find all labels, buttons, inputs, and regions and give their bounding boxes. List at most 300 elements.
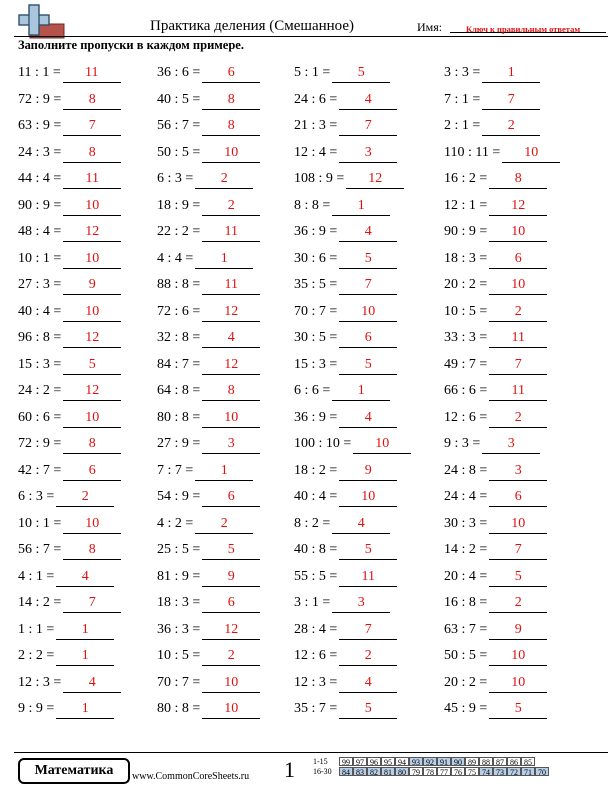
- problem-question: 42 : 7 =: [18, 462, 62, 478]
- answer-blank[interactable]: [202, 593, 260, 613]
- answer-blank[interactable]: [489, 487, 547, 507]
- answer-value: 1: [357, 197, 365, 213]
- problem-item: [444, 222, 547, 242]
- problem-item: [444, 567, 547, 587]
- problem-question: 108 : 9 =: [294, 171, 345, 186]
- answer-blank[interactable]: [63, 434, 121, 454]
- answer-value: 5: [364, 356, 372, 372]
- score-cell: 90: [451, 757, 465, 766]
- problem-item: [294, 593, 390, 613]
- answer-value: 2: [81, 489, 89, 504]
- answer-blank[interactable]: [339, 620, 397, 640]
- answer-blank[interactable]: [195, 249, 253, 269]
- answer-blank[interactable]: [339, 461, 397, 481]
- answer-blank[interactable]: [339, 302, 397, 322]
- answer-value: 7: [88, 595, 96, 610]
- answer-value: 2: [227, 197, 235, 213]
- problem-item: [444, 646, 547, 666]
- answer-value: 4: [364, 409, 372, 425]
- answer-blank[interactable]: [202, 673, 260, 693]
- problem-question: 7 : 7 =: [157, 462, 194, 478]
- answer-blank[interactable]: [63, 143, 121, 163]
- answer-blank[interactable]: [353, 434, 411, 454]
- answer-blank[interactable]: [202, 434, 260, 454]
- problem-question: 3 : 3 =: [444, 65, 481, 80]
- instructions: Заполните пропуски в каждом примере.: [18, 38, 244, 52]
- answer-blank[interactable]: [339, 408, 397, 428]
- problem-question: 24 : 3 =: [18, 144, 62, 160]
- answer-value: 5: [514, 568, 522, 584]
- problem-question: 2 : 1 =: [444, 118, 481, 133]
- problem-question: 7 : 1 =: [444, 91, 481, 107]
- problem-question: 64 : 8 =: [157, 383, 201, 398]
- answer-blank[interactable]: [202, 143, 260, 163]
- problem-question: 30 : 3 =: [444, 515, 488, 531]
- problem-question: 84 : 7 =: [157, 356, 201, 372]
- answer-blank[interactable]: [63, 63, 121, 83]
- answer-value: 12: [511, 197, 526, 213]
- answer-value: 9: [514, 621, 522, 637]
- answer-blank[interactable]: [202, 328, 260, 348]
- answer-value: 5: [357, 65, 365, 80]
- problem-item: [157, 699, 260, 719]
- problem-item: [18, 673, 121, 693]
- answer-blank[interactable]: [63, 249, 121, 269]
- answer-blank[interactable]: [489, 196, 547, 216]
- answer-blank[interactable]: [339, 90, 397, 110]
- problem-question: 72 : 9 =: [18, 91, 62, 107]
- answer-blank[interactable]: [332, 196, 390, 216]
- answer-blank[interactable]: [195, 169, 253, 189]
- answer-value: 11: [224, 277, 239, 292]
- answer-blank[interactable]: [202, 355, 260, 375]
- answer-value: 10: [511, 515, 526, 531]
- problem-item: [444, 116, 540, 136]
- problem-question: 100 : 10 =: [294, 436, 352, 451]
- answer-value: 1: [81, 621, 89, 637]
- answer-value: 2: [220, 171, 228, 186]
- problem-question: 56 : 7 =: [157, 118, 201, 133]
- answer-blank[interactable]: [202, 381, 260, 401]
- problem-question: 12 : 3 =: [18, 674, 62, 690]
- problem-question: 12 : 1 =: [444, 197, 488, 213]
- answer-blank[interactable]: [63, 275, 121, 295]
- answer-blank[interactable]: [489, 540, 547, 560]
- problem-question: 10 : 1 =: [18, 515, 62, 531]
- answer-blank[interactable]: [489, 514, 547, 534]
- problem-item: [157, 63, 260, 83]
- problem-item: [294, 699, 397, 719]
- problem-question: 110 : 11 =: [444, 144, 501, 160]
- problem-item: [444, 540, 547, 560]
- answer-blank[interactable]: [202, 90, 260, 110]
- problem-question: 6 : 3 =: [157, 171, 194, 186]
- answer-value: 2: [364, 648, 372, 663]
- problem-item: [444, 196, 547, 216]
- problem-item: [444, 275, 547, 295]
- problem-question: 30 : 5 =: [294, 330, 338, 345]
- answer-blank[interactable]: [56, 567, 114, 587]
- problem-question: 15 : 3 =: [18, 356, 62, 372]
- problem-item: [444, 593, 547, 613]
- answer-value: 11: [511, 383, 526, 398]
- answer-blank[interactable]: [489, 620, 547, 640]
- problem-item: [294, 567, 397, 587]
- answer-value: 8: [88, 91, 96, 107]
- answer-blank[interactable]: [339, 699, 397, 719]
- problem-item: [294, 646, 397, 666]
- answer-blank[interactable]: [339, 646, 397, 666]
- answer-blank[interactable]: [489, 699, 547, 719]
- answer-value: 9: [364, 462, 372, 478]
- answer-value: 4: [357, 515, 365, 531]
- problem-item: [294, 196, 390, 216]
- problem-question: 18 : 3 =: [157, 595, 201, 610]
- answer-blank[interactable]: [339, 328, 397, 348]
- answer-blank[interactable]: [339, 540, 397, 560]
- problem-item: [294, 514, 390, 534]
- problem-question: 90 : 9 =: [444, 224, 488, 239]
- answer-value: 10: [375, 436, 390, 451]
- answer-value: 4: [364, 224, 372, 239]
- answer-blank[interactable]: [482, 116, 540, 136]
- answer-value: 4: [364, 91, 372, 107]
- answer-value: 2: [514, 303, 522, 319]
- answer-blank[interactable]: [482, 63, 540, 83]
- problem-question: 24 : 8 =: [444, 462, 488, 478]
- problem-item: [157, 249, 253, 269]
- problem-item: [18, 328, 121, 348]
- answer-blank[interactable]: [63, 540, 121, 560]
- problem-item: [294, 63, 390, 83]
- answer-blank[interactable]: [63, 222, 121, 242]
- answer-value: 10: [85, 250, 100, 266]
- problem-item: [157, 461, 253, 481]
- answer-value: 3: [514, 462, 522, 478]
- score-cell: 86: [507, 757, 521, 766]
- answer-value: 6: [227, 595, 235, 610]
- problem-question: 33 : 3 =: [444, 330, 488, 345]
- problem-item: [294, 434, 411, 454]
- answer-blank[interactable]: [202, 567, 260, 587]
- answer-blank[interactable]: [63, 381, 121, 401]
- answer-value: 1: [81, 701, 89, 716]
- problem-question: 18 : 9 =: [157, 197, 201, 213]
- answer-blank[interactable]: [339, 673, 397, 693]
- problem-item: [444, 434, 540, 454]
- problem-item: [157, 90, 260, 110]
- worksheet-title: Практика деления (Смешанное): [150, 18, 355, 34]
- answer-blank[interactable]: [489, 275, 547, 295]
- problem-question: 63 : 7 =: [444, 621, 488, 637]
- problem-item: [18, 567, 114, 587]
- answer-blank[interactable]: [63, 355, 121, 375]
- problem-item: [18, 249, 121, 269]
- problem-item: [18, 90, 121, 110]
- problem-question: 35 : 5 =: [294, 277, 338, 292]
- answer-blank[interactable]: [482, 434, 540, 454]
- problem-item: [444, 90, 540, 110]
- problem-item: [444, 673, 547, 693]
- answer-blank[interactable]: [339, 487, 397, 507]
- answer-blank[interactable]: [202, 222, 260, 242]
- score-cell: 76: [451, 767, 465, 776]
- answer-blank[interactable]: [56, 487, 114, 507]
- problem-item: [18, 169, 121, 189]
- problem-question: 30 : 6 =: [294, 250, 338, 266]
- problem-question: 24 : 2 =: [18, 383, 62, 398]
- problem-question: 20 : 2 =: [444, 277, 488, 292]
- answer-blank[interactable]: [339, 116, 397, 136]
- problem-item: [294, 249, 397, 269]
- answer-value: 10: [85, 303, 100, 319]
- problem-item: [294, 222, 397, 242]
- answer-blank[interactable]: [63, 673, 121, 693]
- answer-blank[interactable]: [502, 143, 560, 163]
- answer-blank[interactable]: [63, 302, 121, 322]
- problem-item: [157, 646, 260, 666]
- answer-value: 6: [227, 489, 235, 504]
- problem-question: 66 : 6 =: [444, 383, 488, 398]
- problem-question: 48 : 4 =: [18, 224, 62, 239]
- problem-item: [294, 143, 397, 163]
- answer-value: 8: [227, 118, 235, 133]
- answer-blank[interactable]: [489, 222, 547, 242]
- answer-blank[interactable]: [195, 514, 253, 534]
- problem-question: 6 : 6 =: [294, 383, 331, 398]
- problem-question: 63 : 9 =: [18, 118, 62, 133]
- answer-blank[interactable]: [482, 90, 540, 110]
- header-divider: [14, 36, 608, 37]
- problem-item: [444, 302, 547, 322]
- answer-blank[interactable]: [489, 567, 547, 587]
- answer-value: 10: [511, 224, 526, 239]
- answer-blank[interactable]: [202, 275, 260, 295]
- problem-item: [157, 355, 260, 375]
- problem-question: 22 : 2 =: [157, 224, 201, 239]
- problem-question: 9 : 9 =: [18, 701, 55, 716]
- answer-blank[interactable]: [202, 196, 260, 216]
- answer-value: 10: [224, 701, 239, 716]
- answer-blank[interactable]: [63, 169, 121, 189]
- answer-blank[interactable]: [339, 143, 397, 163]
- answer-value: 10: [85, 409, 100, 425]
- answer-value: 6: [364, 330, 372, 345]
- answer-value: 6: [514, 489, 522, 504]
- answer-blank[interactable]: [202, 699, 260, 719]
- answer-blank[interactable]: [63, 196, 121, 216]
- answer-value: 11: [85, 65, 99, 80]
- problem-item: [444, 143, 560, 163]
- answer-blank[interactable]: [339, 275, 397, 295]
- score-cell: 96: [367, 757, 381, 766]
- problem-item: [18, 408, 121, 428]
- answer-value: 12: [224, 621, 239, 637]
- problem-item: [18, 593, 121, 613]
- problem-item: [444, 63, 540, 83]
- score-cell: 91: [437, 757, 451, 766]
- answer-blank[interactable]: [202, 487, 260, 507]
- answer-value: 7: [364, 621, 372, 637]
- problem-question: 4 : 2 =: [157, 515, 194, 531]
- answer-blank[interactable]: [332, 514, 390, 534]
- score-row: [313, 767, 549, 777]
- problem-question: 12 : 3 =: [294, 674, 338, 690]
- problem-question: 40 : 4 =: [18, 303, 62, 319]
- answer-blank[interactable]: [346, 169, 404, 189]
- answer-value: 4: [364, 674, 372, 690]
- answer-value: 6: [88, 462, 96, 478]
- problem-question: 10 : 5 =: [444, 303, 488, 319]
- score-cell: 81: [381, 767, 395, 776]
- answer-blank[interactable]: [339, 222, 397, 242]
- answer-value: 10: [511, 648, 526, 663]
- score-cell: 84: [339, 767, 353, 776]
- problem-question: 80 : 8 =: [157, 701, 201, 716]
- answer-value: 12: [368, 171, 383, 186]
- answer-blank[interactable]: [489, 461, 547, 481]
- problem-item: [294, 355, 397, 375]
- problem-item: [294, 116, 397, 136]
- answer-blank[interactable]: [332, 593, 390, 613]
- answer-blank[interactable]: [489, 169, 547, 189]
- problem-item: [294, 673, 397, 693]
- problem-item: [157, 116, 260, 136]
- problem-question: 40 : 5 =: [157, 91, 201, 107]
- score-row-label: 16-30: [313, 767, 332, 776]
- problem-question: 27 : 3 =: [18, 277, 62, 292]
- problem-question: 40 : 4 =: [294, 489, 338, 504]
- problem-item: [157, 196, 260, 216]
- answer-blank[interactable]: [195, 461, 253, 481]
- problem-item: [294, 620, 397, 640]
- answer-blank[interactable]: [202, 63, 260, 83]
- answer-blank[interactable]: [56, 620, 114, 640]
- answer-value: 2: [514, 595, 522, 610]
- answer-blank[interactable]: [202, 302, 260, 322]
- problem-question: 96 : 8 =: [18, 330, 62, 345]
- problem-question: 1 : 1 =: [18, 621, 55, 637]
- answer-blank[interactable]: [489, 381, 547, 401]
- answer-blank[interactable]: [332, 63, 390, 83]
- answer-value: 8: [88, 542, 96, 557]
- answer-blank[interactable]: [63, 408, 121, 428]
- problem-question: 8 : 8 =: [294, 197, 331, 213]
- problem-item: [444, 514, 547, 534]
- answer-blank[interactable]: [339, 249, 397, 269]
- problem-item: [157, 143, 260, 163]
- problem-question: 8 : 2 =: [294, 515, 331, 531]
- problem-item: [294, 408, 397, 428]
- problem-item: [18, 143, 121, 163]
- answer-blank[interactable]: [202, 540, 260, 560]
- problem-item: [294, 90, 397, 110]
- problem-question: 12 : 6 =: [294, 648, 338, 663]
- answer-blank[interactable]: [489, 328, 547, 348]
- problem-question: 54 : 9 =: [157, 489, 201, 504]
- answer-value: 3: [507, 436, 515, 451]
- problem-item: [157, 222, 260, 242]
- problem-item: [157, 567, 260, 587]
- answer-blank[interactable]: [63, 116, 121, 136]
- answer-blank[interactable]: [63, 461, 121, 481]
- problem-item: [157, 434, 260, 454]
- answer-value: 11: [511, 330, 526, 345]
- answer-blank[interactable]: [63, 90, 121, 110]
- answer-blank[interactable]: [202, 408, 260, 428]
- score-table: [313, 757, 549, 777]
- answer-value: 6: [227, 65, 235, 80]
- answer-value: 11: [85, 171, 100, 186]
- answer-blank[interactable]: [489, 302, 547, 322]
- answer-value: 3: [357, 595, 365, 610]
- answer-blank[interactable]: [202, 646, 260, 666]
- answer-blank[interactable]: [202, 116, 260, 136]
- answer-value: 11: [224, 224, 239, 239]
- brand-badge: Математика: [18, 758, 130, 784]
- problem-item: [157, 673, 260, 693]
- answer-blank[interactable]: [56, 699, 114, 719]
- answer-blank[interactable]: [489, 249, 547, 269]
- answer-blank[interactable]: [489, 593, 547, 613]
- name-label: Имя:: [417, 20, 443, 34]
- problem-question: 50 : 5 =: [444, 648, 488, 663]
- problem-question: 24 : 4 =: [444, 489, 488, 504]
- problem-item: [18, 514, 121, 534]
- problem-item: [18, 196, 121, 216]
- problem-item: [444, 249, 547, 269]
- answer-value: 10: [224, 144, 239, 160]
- problem-question: 15 : 3 =: [294, 356, 338, 372]
- answer-blank[interactable]: [63, 514, 121, 534]
- problem-question: 24 : 6 =: [294, 91, 338, 107]
- problem-item: [157, 593, 260, 613]
- problem-item: [157, 381, 260, 401]
- answer-blank[interactable]: [489, 408, 547, 428]
- problem-item: [294, 381, 390, 401]
- answer-value: 10: [361, 489, 376, 504]
- answer-value: 2: [507, 118, 515, 133]
- answer-blank[interactable]: [489, 673, 547, 693]
- problem-question: 25 : 5 =: [157, 542, 201, 557]
- answer-blank[interactable]: [63, 328, 121, 348]
- problem-item: [294, 487, 397, 507]
- answer-blank[interactable]: [56, 646, 114, 666]
- problem-item: [444, 355, 547, 375]
- problem-item: [18, 116, 121, 136]
- answer-value: 10: [524, 144, 539, 160]
- answer-blank[interactable]: [202, 620, 260, 640]
- answer-blank[interactable]: [489, 355, 547, 375]
- score-cell: 74: [479, 767, 493, 776]
- answer-blank[interactable]: [63, 593, 121, 613]
- answer-value: 10: [511, 674, 526, 690]
- answer-value: 10: [511, 277, 526, 292]
- site-url: www.CommonCoreSheets.ru: [132, 771, 250, 782]
- score-cell: 99: [339, 757, 353, 766]
- problem-question: 18 : 3 =: [444, 250, 488, 266]
- answer-value: 8: [227, 383, 235, 398]
- problem-question: 16 : 8 =: [444, 595, 488, 610]
- problem-question: 49 : 7 =: [444, 356, 488, 372]
- answer-blank[interactable]: [332, 381, 390, 401]
- answer-blank[interactable]: [489, 646, 547, 666]
- problem-item: [157, 487, 260, 507]
- answer-value: 1: [507, 65, 515, 80]
- answer-blank[interactable]: [339, 355, 397, 375]
- answer-blank[interactable]: [339, 567, 397, 587]
- problem-item: [157, 408, 260, 428]
